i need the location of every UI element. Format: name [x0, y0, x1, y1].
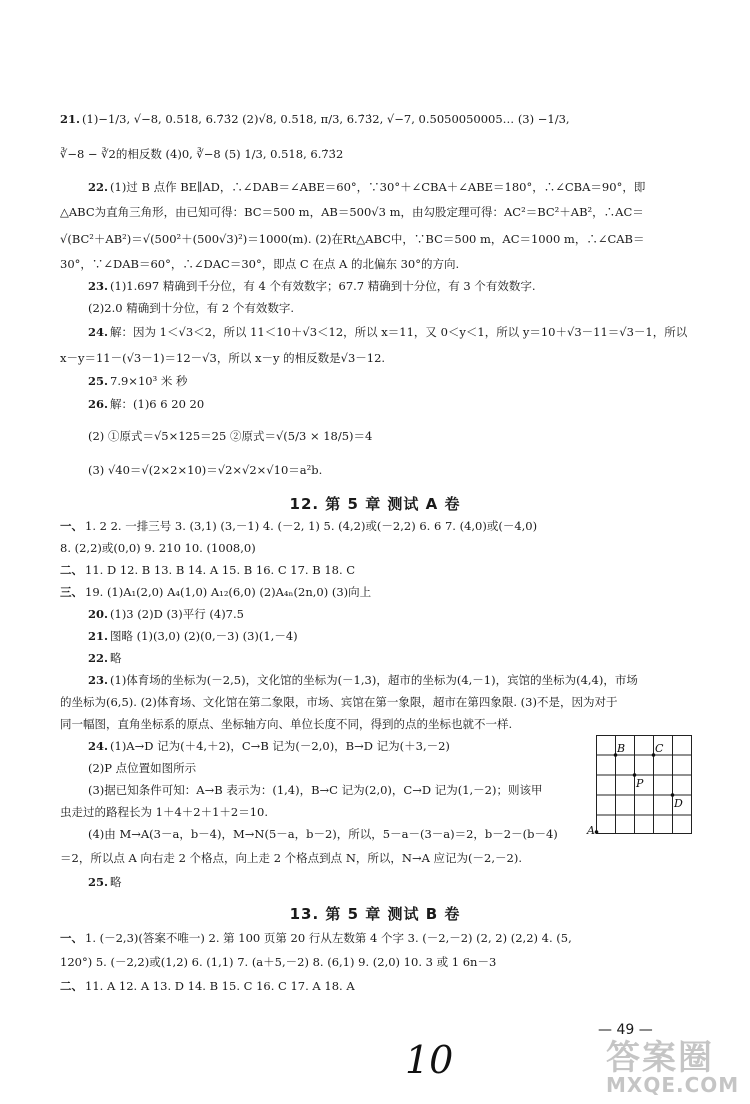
answer-line: 虫走过的路程长为 1＋4＋2＋1＋2＝10. — [60, 805, 269, 819]
answer-line: 23. (1)体育场的坐标为(－2,5)，文化馆的坐标为(－1,3)，超市的坐标为(4,－1)，宾馆的坐标为(4,4)，市场 — [88, 673, 638, 687]
answer-line: 21. (1)−1/3, √−8, 0.518, 6.7̇3̇2 (2)√8, 0.518, π/3, 6.7̇3̇2, √−7, 0.5050050005… (3) −1/3, — [60, 112, 570, 126]
watermark-text: 答案圈 — [606, 1038, 714, 1078]
grid-label-d: D — [674, 797, 683, 810]
answer-line: 25. 7.9×10³ 米 秒 — [88, 374, 188, 388]
answer-line: ＝2，所以点 A 向右走 2 个格点，向上走 2 个格点到点 N，所以，N→A 应记为(－2,－2). — [60, 851, 522, 865]
answer-line: x－y＝11－(√3－1)＝12－√3，所以 x－y 的相反数是√3－12. — [60, 351, 386, 365]
answer-line: 一、 1. 2 2. 一排三号 3. (3,1) (3,－1) 4. (－2, 1) 5. (4,2)或(－2,2) 6. 6 7. (4,0)或(－4,0) — [60, 519, 538, 533]
answer-line: 30°，∵∠DAB＝60°，∴∠DAC＝30°，即点 C 在点 A 的北偏东 30°的方向. — [60, 257, 460, 271]
grid-label-b: B — [617, 742, 626, 755]
answer-line: 的坐标为(6,5). (2)体育场、文化馆在第二象限，市场、宾馆在第一象限，超市在第四象限. (3)不是，因为对于 — [60, 695, 618, 709]
section-title-b: 13. 第 5 章 测试 B 卷 — [289, 905, 461, 923]
answer-line: (2) ①原式＝√5×125＝25 ②原式＝√(5/3 × 18/5)＝4 — [88, 429, 373, 443]
answer-line: 同一幅图，直角坐标系的原点、坐标轴方向、单位长度不同，得到的点的坐标也就不一样. — [60, 717, 513, 731]
answer-line: 一、 1. (－2,3)(答案不唯一) 2. 第 100 页第 20 行从左数第 4 个字 3. (－2,－2) (2, 2) (2,2) 4. (5, — [60, 931, 572, 945]
section-title-a: 12. 第 5 章 测试 A 卷 — [289, 495, 461, 513]
grid-label-a: A — [587, 824, 595, 837]
answer-line: (3) √40＝√(2×2×10)＝√2×√2×√10＝a²b. — [88, 463, 323, 477]
answer-line: 三、 19. (1)A₁(2,0) A₄(1,0) A₁₂(6,0) (2)A₄ₙ(2n,0) (3)向上 — [60, 585, 372, 599]
answer-line: 21. 图略 (1)(3,0) (2)(0,－3) (3)(1,－4) — [88, 629, 298, 643]
page-number: — 49 — — [598, 1022, 653, 1038]
watermark — [606, 1030, 739, 1097]
answer-line: 26. 解：(1)6 6 20 20 — [88, 397, 205, 411]
answer-line: 22. (1)过 B 点作 BE∥AD，∴∠DAB＝∠ABE＝60°，∵30°＋∠CBA＋∠ABE＝180°，∴∠CBA＝90°，即 — [88, 180, 646, 194]
answer-line: 25. 略 — [88, 875, 122, 889]
answer-line: 120°) 5. (－2,2)或(1,2) 6. (1,1) 7. (a＋5,－2) 8. (6,1) 9. (2,0) 10. 3 或 1 6n－3 — [60, 955, 497, 969]
answer-line: 22. 略 — [88, 651, 122, 665]
grid-label-p: P — [636, 777, 644, 790]
answer-line: 23. (1)1.697 精确到千分位，有 4 个有效数字；67.7 精确到十分位，有 3 个有效数字. — [88, 279, 536, 293]
answer-line: √(BC²＋AB²)＝√(500²＋(500√3)²)＝1000(m). (2)在Rt△ABC中，∵BC＝500 m，AC＝1000 m，∴∠CAB＝ — [60, 232, 645, 246]
answer-line: ∛−8 − ∛2的相反数 (4)0, ∛−8 (5) 1/3, 0.518, 6.7̇3̇2 — [60, 147, 344, 161]
answer-line: (3)据已知条件可知：A→B 表示为：(1,4)，B→C 记为(2,0)，C→D 记为(1,－2)；则该甲 — [88, 783, 543, 797]
answer-line: (2)2.0 精确到十分位，有 2 个有效数字. — [88, 301, 295, 315]
handwritten-note: 10 — [405, 1038, 454, 1082]
grid-figure — [587, 735, 692, 837]
answer-line: 二、 11. D 12. B 13. B 14. A 15. B 16. C 17. B 18. C — [60, 563, 356, 577]
answer-line: 20. (1)3 (2)D (3)平行 (4)7.5 — [88, 607, 244, 621]
answer-line: (2)P 点位置如图所示 — [88, 761, 197, 775]
answer-line: 24. (1)A→D 记为(＋4,＋2)，C→B 记为(－2,0)，B→D 记为(＋3,－2) — [88, 739, 450, 753]
grid-label-c: C — [655, 742, 664, 755]
answer-line: △ABC为直角三角形，由已知可得：BC＝500 m，AB＝500√3 m，由勾股定理可得：AC²＝BC²＋AB²，∴AC＝ — [60, 205, 644, 219]
answer-line: 8. (2,2)或(0,0) 9. 210 10. (1008,0) — [60, 541, 256, 555]
answer-line: (4)由 M→A(3－a，b－4)，M→N(5－a，b－2)，所以，5－a－(3－a)＝2，b－2－(b－4) — [88, 827, 558, 841]
answer-line: 二、 11. A 12. A 13. D 14. B 15. C 16. C 17. A 18. A — [60, 979, 355, 993]
watermark-url: MXQE.COM — [606, 1073, 740, 1097]
grid-point-a — [595, 830, 599, 834]
answer-line: 24. 解：因为 1＜√3＜2，所以 11＜10＋√3＜12，所以 x＝11，又 0＜y＜1，所以 y＝10＋√3－11＝√3－1，所以 — [88, 325, 688, 339]
